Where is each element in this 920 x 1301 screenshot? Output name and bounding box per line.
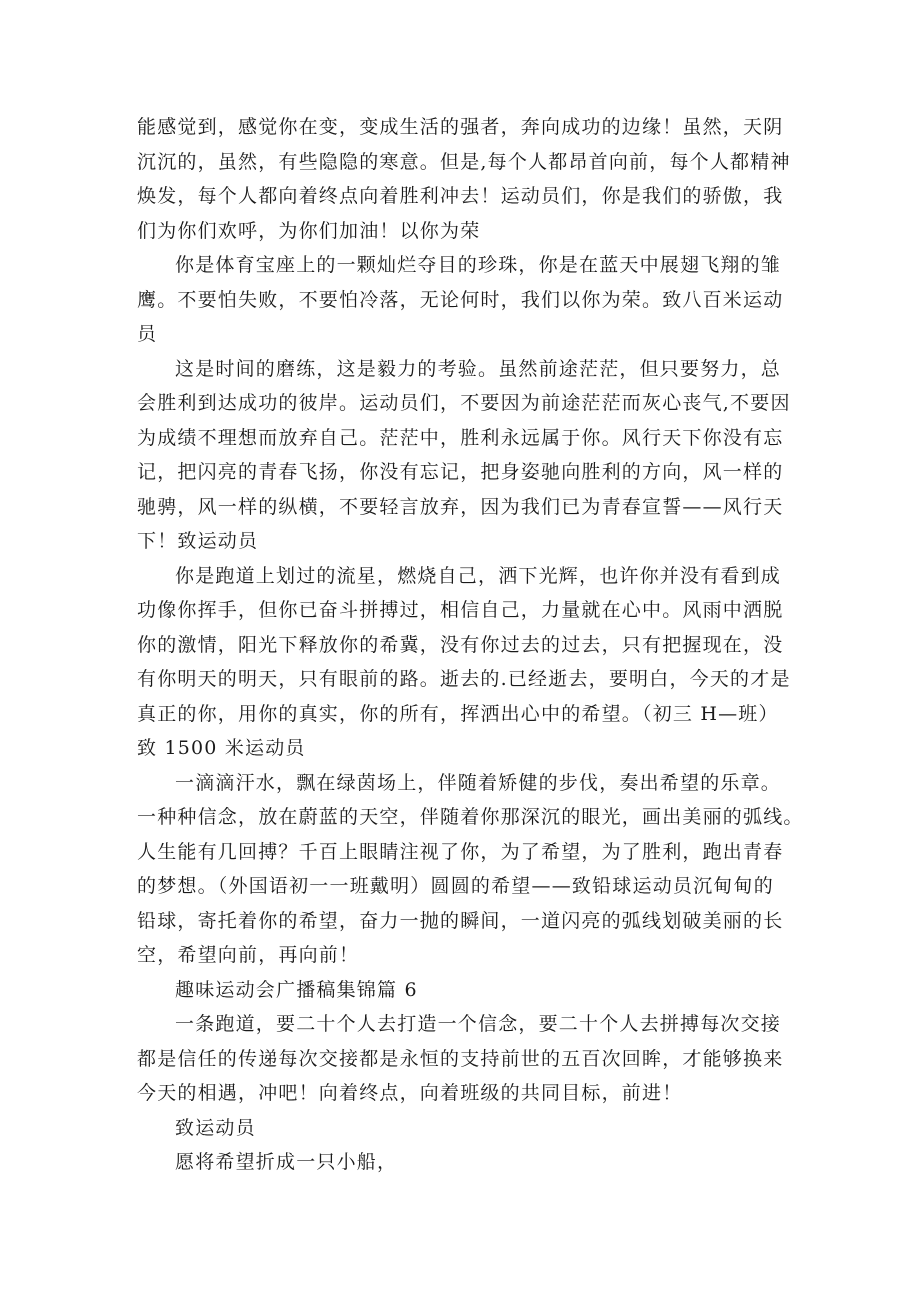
text-line: 的梦想。（外国语初一一班戴明）圆圆的希望——致铅球运动员沉甸甸的 [137, 875, 774, 897]
text-line: 你是体育宝座上的一颗灿烂夺目的珍珠，你是在蓝天中展翅飞翔的雏 [175, 254, 782, 276]
text-line: 你是跑道上划过的流星，燃烧自己，洒下光辉，也许你并没有看到成 [175, 564, 782, 587]
paragraph [137, 352, 791, 559]
text-line: 鹰。不要怕失败，不要怕冷落，无论何时，我们以你为荣。致八百米运动 [137, 288, 784, 311]
paragraph [137, 1111, 787, 1146]
text-line: 空，希望向前，再向前！ [137, 944, 360, 966]
text-line: 一滴滴汗水，飘在绿茵场上，伴随着矫健的步伐，奏出希望的乐章。 [175, 771, 782, 794]
text-line: 会胜利到达成功的彼岸。运动员们，不要因为前途茫茫而灰心丧气,不要因 [137, 392, 791, 414]
paragraph [137, 559, 791, 766]
document-body [137, 110, 804, 1180]
text-line: 有你明天的明天，只有眼前的路。逝去的.已经逝去，要明白，今天的才是 [137, 668, 791, 690]
text-line: 一条跑道，要二十个人去打造一个信念，要二十个人去拼搏每次交接 [175, 1013, 782, 1035]
text-line: 员 [137, 323, 158, 345]
text-line: 驰骋，风一样的纵横，不要轻言放弃，因为我们已为青春宣誓——风行天 [137, 495, 784, 518]
text-line: 能感觉到，感觉你在变，变成生活的强者，奔向成功的边缘！虽然，天阴 [137, 116, 784, 138]
paragraph [137, 1007, 787, 1111]
text-line: 功像你挥手，但你已奋斗拼搏过，相信自己，力量就在心中。风雨中洒脱 [137, 599, 784, 621]
text-line: 真正的你，用你的真实，你的所有，挥洒出心中的希望。（初三 H—班） [137, 702, 779, 725]
text-line: 沉沉的，虽然，有些隐隐的寒意。但是,每个人都昂首向前，每个人都精神 [137, 150, 791, 173]
text-line: 人生能有几回搏？千百上眼睛注视了你，为了希望，为了胜利，跑出青春 [137, 840, 784, 863]
paragraph [137, 766, 804, 973]
text-line: 为成绩不理想而放弃自己。茫茫中，胜利永远属于你。风行天下你没有忘 [137, 426, 784, 449]
text-line: 焕发，每个人都向着终点向着胜利冲去！运动员们，你是我们的骄傲，我 [137, 185, 784, 207]
text-line: 致运动员 [175, 1116, 256, 1139]
text-line: 愿将希望折成一只小船， [175, 1151, 398, 1173]
text-line: 铅球，寄托着你的希望，奋力一抛的瞬间，一道闪亮的弧线划破美丽的长 [137, 909, 784, 932]
text-line: 你的激情，阳光下释放你的希冀，没有你过去的过去，只有把握现在，没 [137, 633, 784, 656]
text-line: 今天的相遇，冲吧！向着终点，向着班级的共同目标，前进！ [137, 1082, 683, 1104]
paragraph [137, 248, 787, 352]
paragraph [137, 1145, 787, 1180]
text-line: 都是信任的传递每次交接都是永恒的支持前世的五百次回眸，才能够换来 [137, 1047, 784, 1070]
text-line: 们为你们欢呼，为你们加油！以你为荣 [137, 219, 481, 242]
paragraph [137, 973, 787, 1008]
text-line: 记，把闪亮的青春飞扬，你没有忘记，把身姿驰向胜利的方向，风一样的 [137, 461, 784, 483]
paragraph [137, 110, 791, 248]
text-line: 致 1500 米运动员 [137, 737, 306, 759]
text-line: 下！致运动员 [137, 530, 259, 552]
text-line: 趣味运动会广播稿集锦篇 6 [175, 978, 418, 1001]
text-line: 一种种信念，放在蔚蓝的天空，伴随着你那深沉的眼光，画出美丽的弧线。 [137, 806, 804, 828]
text-line: 这是时间的磨练，这是毅力的考验。虽然前途茫茫，但只要努力，总 [175, 357, 782, 380]
